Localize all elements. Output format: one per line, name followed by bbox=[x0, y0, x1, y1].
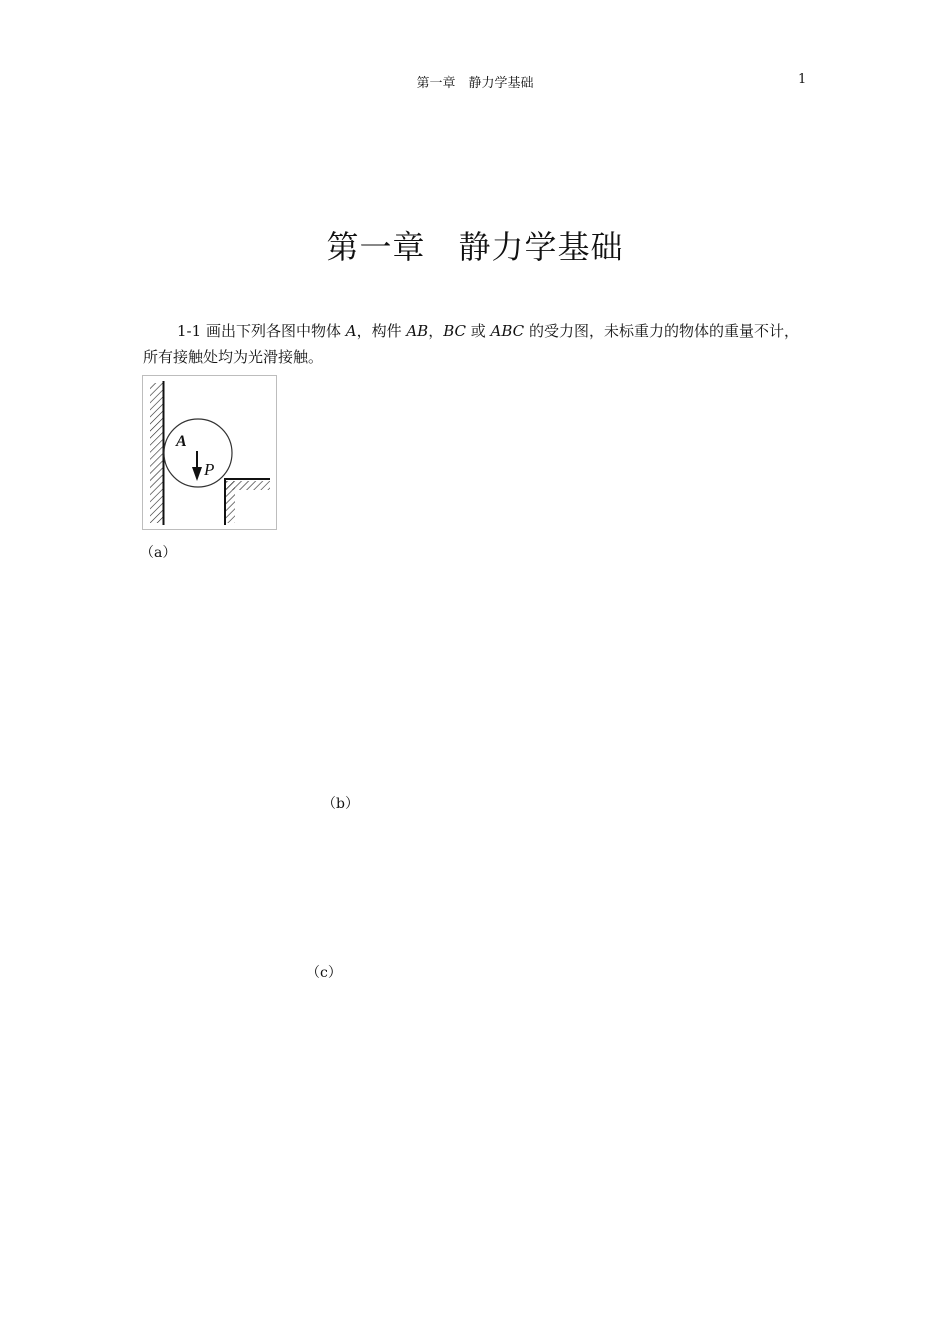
var-abc: ABC bbox=[490, 322, 525, 340]
problem-number: 1-1 bbox=[177, 322, 202, 340]
page-number: 1 bbox=[798, 72, 807, 87]
chapter-title: 第一章 静力学基础 bbox=[326, 228, 624, 266]
left-wall-hatch bbox=[150, 383, 163, 523]
var-a: A bbox=[345, 322, 357, 340]
body-label-a: A bbox=[176, 433, 187, 450]
problem-text-part: 画出下列各图中物体 bbox=[205, 322, 346, 340]
problem-text-part: 或 bbox=[466, 322, 491, 340]
figure-a-label: （a） bbox=[140, 545, 177, 561]
problem-text-part: ，构件 bbox=[356, 322, 407, 340]
step-side-hatch bbox=[225, 481, 235, 523]
running-header: 第一章 静力学基础 bbox=[416, 76, 534, 91]
var-bc: BC bbox=[443, 322, 466, 340]
problem-statement bbox=[143, 318, 807, 370]
figure-a bbox=[142, 375, 277, 530]
problem-text-part: ， bbox=[428, 322, 444, 340]
force-label-p: P bbox=[204, 460, 215, 479]
problem-text-part: 的受力图，未标重力的物体的重量不计，所有接触处均为光滑接触。 bbox=[143, 322, 799, 366]
figure-c-label: （c） bbox=[306, 965, 342, 981]
figure-b-label: （b） bbox=[322, 796, 359, 812]
var-ab: AB bbox=[406, 322, 429, 340]
